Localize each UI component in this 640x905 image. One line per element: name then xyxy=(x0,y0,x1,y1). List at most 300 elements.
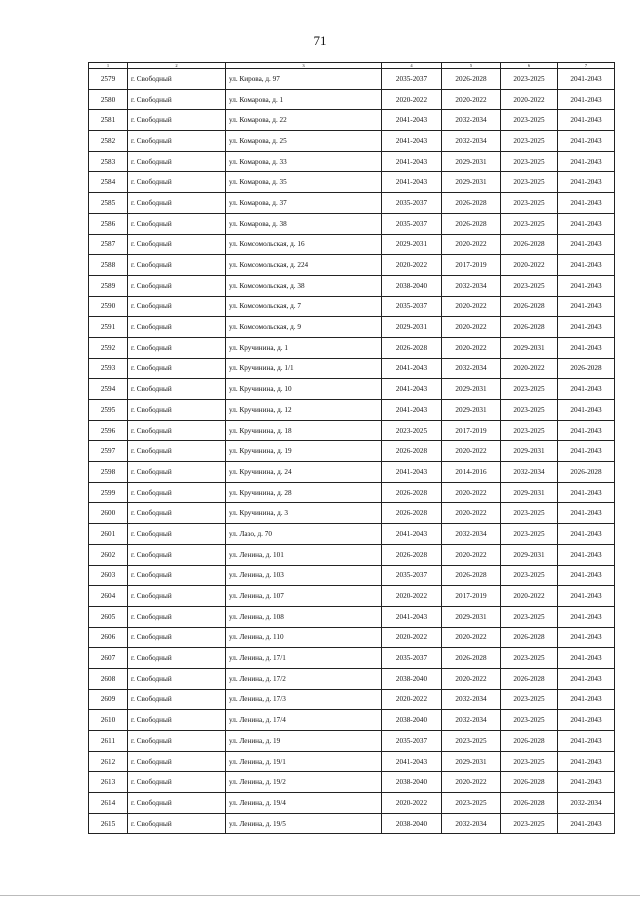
address-cell: ул. Комарова, д. 22 xyxy=(226,110,382,131)
table-row xyxy=(89,586,615,607)
period-cell: 2041-2043 xyxy=(558,337,615,358)
period-cell: 2041-2043 xyxy=(382,606,442,627)
period-cell: 2032-2034 xyxy=(442,131,501,152)
period-cell: 2026-2028 xyxy=(382,441,442,462)
period-cell: 2041-2043 xyxy=(382,400,442,421)
table-row xyxy=(89,89,615,110)
period-cell: 2023-2025 xyxy=(501,751,558,772)
period-cell: 2035-2037 xyxy=(382,193,442,214)
period-cell: 2020-2022 xyxy=(501,255,558,276)
period-cell: 2026-2028 xyxy=(501,234,558,255)
record-number: 2606 xyxy=(89,627,128,648)
address-cell: ул. Ленина, д. 19 xyxy=(226,731,382,752)
record-number: 2589 xyxy=(89,275,128,296)
record-number: 2586 xyxy=(89,213,128,234)
address-cell: ул. Кирова, д. 97 xyxy=(226,69,382,90)
period-cell: 2029-2031 xyxy=(442,751,501,772)
period-cell: 2020-2022 xyxy=(442,296,501,317)
column-number: 3 xyxy=(226,63,382,69)
period-cell: 2026-2028 xyxy=(442,213,501,234)
record-number: 2613 xyxy=(89,772,128,793)
period-cell: 2020-2022 xyxy=(442,234,501,255)
period-cell: 2023-2025 xyxy=(501,131,558,152)
period-cell: 2017-2019 xyxy=(442,420,501,441)
period-cell: 2023-2025 xyxy=(501,606,558,627)
period-cell: 2020-2022 xyxy=(442,772,501,793)
period-cell: 2041-2043 xyxy=(558,275,615,296)
table-row xyxy=(89,317,615,338)
period-cell: 2029-2031 xyxy=(382,234,442,255)
address-cell: ул. Кручинина, д. 18 xyxy=(226,420,382,441)
record-number: 2594 xyxy=(89,379,128,400)
record-number: 2604 xyxy=(89,586,128,607)
period-cell: 2023-2025 xyxy=(501,193,558,214)
period-cell: 2026-2028 xyxy=(442,193,501,214)
record-number: 2585 xyxy=(89,193,128,214)
period-cell: 2038-2040 xyxy=(382,813,442,834)
period-cell: 2020-2022 xyxy=(382,255,442,276)
record-number: 2607 xyxy=(89,648,128,669)
period-cell: 2041-2043 xyxy=(558,441,615,462)
table-row xyxy=(89,110,615,131)
period-cell: 2029-2031 xyxy=(442,400,501,421)
table-row xyxy=(89,337,615,358)
period-cell: 2023-2025 xyxy=(501,151,558,172)
period-cell: 2020-2022 xyxy=(382,627,442,648)
city-cell: г. Свободный xyxy=(128,193,226,214)
period-cell: 2029-2031 xyxy=(442,151,501,172)
table-row xyxy=(89,689,615,710)
period-cell: 2020-2022 xyxy=(501,89,558,110)
record-number: 2591 xyxy=(89,317,128,338)
city-cell: г. Свободный xyxy=(128,172,226,193)
address-cell: ул. Ленина, д. 19/1 xyxy=(226,751,382,772)
period-cell: 2038-2040 xyxy=(382,710,442,731)
period-cell: 2041-2043 xyxy=(558,151,615,172)
period-cell: 2041-2043 xyxy=(558,648,615,669)
period-cell: 2026-2028 xyxy=(442,69,501,90)
city-cell: г. Свободный xyxy=(128,731,226,752)
city-cell: г. Свободный xyxy=(128,337,226,358)
period-cell: 2023-2025 xyxy=(501,172,558,193)
address-cell: ул. Кручинина, д. 1 xyxy=(226,337,382,358)
period-cell: 2041-2043 xyxy=(558,668,615,689)
table-row xyxy=(89,710,615,731)
table-row xyxy=(89,606,615,627)
period-cell: 2029-2031 xyxy=(382,317,442,338)
period-cell: 2020-2022 xyxy=(442,337,501,358)
table-row xyxy=(89,503,615,524)
address-cell: ул. Ленина, д. 17/4 xyxy=(226,710,382,731)
address-cell: ул. Ленина, д. 103 xyxy=(226,565,382,586)
period-cell: 2041-2043 xyxy=(558,89,615,110)
period-cell: 2023-2025 xyxy=(382,420,442,441)
record-number: 2611 xyxy=(89,731,128,752)
period-cell: 2023-2025 xyxy=(501,710,558,731)
table-row xyxy=(89,213,615,234)
period-cell: 2020-2022 xyxy=(442,89,501,110)
record-number: 2588 xyxy=(89,255,128,276)
period-cell: 2041-2043 xyxy=(558,400,615,421)
period-cell: 2026-2028 xyxy=(382,503,442,524)
address-cell: ул. Комсомольская, д. 9 xyxy=(226,317,382,338)
page-bottom-rule xyxy=(0,895,640,896)
period-cell: 2023-2025 xyxy=(501,503,558,524)
address-cell: ул. Ленина, д. 17/1 xyxy=(226,648,382,669)
period-cell: 2020-2022 xyxy=(442,317,501,338)
city-cell: г. Свободный xyxy=(128,482,226,503)
table-row xyxy=(89,524,615,545)
period-cell: 2041-2043 xyxy=(558,172,615,193)
address-cell: ул. Лазо, д. 70 xyxy=(226,524,382,545)
table-row xyxy=(89,151,615,172)
period-cell: 2026-2028 xyxy=(382,337,442,358)
record-number: 2582 xyxy=(89,131,128,152)
record-number: 2598 xyxy=(89,462,128,483)
column-number: 5 xyxy=(442,63,501,69)
period-cell: 2026-2028 xyxy=(501,793,558,814)
column-number: 7 xyxy=(558,63,615,69)
period-cell: 2026-2028 xyxy=(558,462,615,483)
city-cell: г. Свободный xyxy=(128,420,226,441)
period-cell: 2041-2043 xyxy=(382,172,442,193)
period-cell: 2026-2028 xyxy=(501,731,558,752)
period-cell: 2041-2043 xyxy=(558,544,615,565)
city-cell: г. Свободный xyxy=(128,606,226,627)
period-cell: 2023-2025 xyxy=(501,648,558,669)
address-cell: ул. Ленина, д. 17/3 xyxy=(226,689,382,710)
period-cell: 2035-2037 xyxy=(382,69,442,90)
city-cell: г. Свободный xyxy=(128,586,226,607)
table-row xyxy=(89,172,615,193)
record-number: 2581 xyxy=(89,110,128,131)
period-cell: 2041-2043 xyxy=(558,213,615,234)
period-cell: 2020-2022 xyxy=(442,627,501,648)
city-cell: г. Свободный xyxy=(128,813,226,834)
city-cell: г. Свободный xyxy=(128,793,226,814)
period-cell: 2041-2043 xyxy=(558,482,615,503)
period-cell: 2032-2034 xyxy=(442,358,501,379)
period-cell: 2020-2022 xyxy=(501,358,558,379)
period-cell: 2023-2025 xyxy=(501,565,558,586)
period-cell: 2023-2025 xyxy=(501,689,558,710)
table-row xyxy=(89,793,615,814)
address-cell: ул. Ленина, д. 17/2 xyxy=(226,668,382,689)
column-number: 2 xyxy=(128,63,226,69)
record-number: 2609 xyxy=(89,689,128,710)
period-cell: 2023-2025 xyxy=(442,731,501,752)
address-cell: ул. Ленина, д. 19/2 xyxy=(226,772,382,793)
period-cell: 2041-2043 xyxy=(558,420,615,441)
period-cell: 2026-2028 xyxy=(442,565,501,586)
period-cell: 2041-2043 xyxy=(558,689,615,710)
period-cell: 2020-2022 xyxy=(442,441,501,462)
table-row xyxy=(89,296,615,317)
period-cell: 2035-2037 xyxy=(382,213,442,234)
table-row xyxy=(89,441,615,462)
period-cell: 2041-2043 xyxy=(558,317,615,338)
table-row xyxy=(89,565,615,586)
address-cell: ул. Комарова, д. 37 xyxy=(226,193,382,214)
city-cell: г. Свободный xyxy=(128,668,226,689)
table-row xyxy=(89,668,615,689)
period-cell: 2032-2034 xyxy=(501,462,558,483)
table-row xyxy=(89,731,615,752)
period-cell: 2041-2043 xyxy=(558,627,615,648)
period-cell: 2029-2031 xyxy=(501,337,558,358)
period-cell: 2020-2022 xyxy=(442,668,501,689)
address-cell: ул. Комарова, д. 1 xyxy=(226,89,382,110)
period-cell: 2041-2043 xyxy=(382,358,442,379)
period-cell: 2035-2037 xyxy=(382,731,442,752)
period-cell: 2020-2022 xyxy=(442,503,501,524)
period-cell: 2041-2043 xyxy=(558,731,615,752)
column-number: 6 xyxy=(501,63,558,69)
record-number: 2596 xyxy=(89,420,128,441)
table-row xyxy=(89,193,615,214)
period-cell: 2026-2028 xyxy=(501,772,558,793)
address-cell: ул. Комсомольская, д. 7 xyxy=(226,296,382,317)
period-cell: 2026-2028 xyxy=(382,544,442,565)
period-cell: 2029-2031 xyxy=(442,379,501,400)
city-cell: г. Свободный xyxy=(128,648,226,669)
period-cell: 2041-2043 xyxy=(558,751,615,772)
column-number: 4 xyxy=(382,63,442,69)
period-cell: 2026-2028 xyxy=(558,358,615,379)
period-cell: 2041-2043 xyxy=(558,710,615,731)
period-cell: 2026-2028 xyxy=(442,648,501,669)
city-cell: г. Свободный xyxy=(128,358,226,379)
address-cell: ул. Комарова, д. 33 xyxy=(226,151,382,172)
page-number: 71 xyxy=(313,33,327,48)
table-row xyxy=(89,358,615,379)
record-number: 2580 xyxy=(89,89,128,110)
period-cell: 2041-2043 xyxy=(558,110,615,131)
city-cell: г. Свободный xyxy=(128,689,226,710)
period-cell: 2041-2043 xyxy=(558,524,615,545)
record-number: 2603 xyxy=(89,565,128,586)
address-cell: ул. Кручинина, д. 1/1 xyxy=(226,358,382,379)
period-cell: 2023-2025 xyxy=(501,69,558,90)
city-cell: г. Свободный xyxy=(128,69,226,90)
record-number: 2602 xyxy=(89,544,128,565)
table-row xyxy=(89,813,615,834)
address-cell: ул. Кручинина, д. 12 xyxy=(226,400,382,421)
period-cell: 2041-2043 xyxy=(558,296,615,317)
record-number: 2605 xyxy=(89,606,128,627)
address-cell: ул. Комарова, д. 35 xyxy=(226,172,382,193)
period-cell: 2023-2025 xyxy=(501,813,558,834)
period-cell: 2041-2043 xyxy=(558,379,615,400)
table-row xyxy=(89,751,615,772)
period-cell: 2041-2043 xyxy=(558,586,615,607)
period-cell: 2032-2034 xyxy=(558,793,615,814)
period-cell: 2023-2025 xyxy=(501,420,558,441)
period-cell: 2041-2043 xyxy=(558,234,615,255)
period-cell: 2026-2028 xyxy=(382,482,442,503)
city-cell: г. Свободный xyxy=(128,110,226,131)
address-cell: ул. Комарова, д. 25 xyxy=(226,131,382,152)
period-cell: 2023-2025 xyxy=(501,379,558,400)
record-number: 2593 xyxy=(89,358,128,379)
period-cell: 2041-2043 xyxy=(558,813,615,834)
period-cell: 2038-2040 xyxy=(382,275,442,296)
period-cell: 2041-2043 xyxy=(382,751,442,772)
table-row xyxy=(89,772,615,793)
address-cell: ул. Ленина, д. 107 xyxy=(226,586,382,607)
record-number: 2583 xyxy=(89,151,128,172)
record-number: 2612 xyxy=(89,751,128,772)
period-cell: 2041-2043 xyxy=(558,565,615,586)
period-cell: 2041-2043 xyxy=(382,524,442,545)
city-cell: г. Свободный xyxy=(128,400,226,421)
address-cell: ул. Ленина, д. 101 xyxy=(226,544,382,565)
period-cell: 2029-2031 xyxy=(501,544,558,565)
address-cell: ул. Ленина, д. 19/5 xyxy=(226,813,382,834)
table-row xyxy=(89,131,615,152)
period-cell: 2029-2031 xyxy=(442,606,501,627)
record-number: 2584 xyxy=(89,172,128,193)
table-row xyxy=(89,379,615,400)
city-cell: г. Свободный xyxy=(128,441,226,462)
period-cell: 2026-2028 xyxy=(501,296,558,317)
city-cell: г. Свободный xyxy=(128,317,226,338)
record-number: 2599 xyxy=(89,482,128,503)
city-cell: г. Свободный xyxy=(128,772,226,793)
period-cell: 2041-2043 xyxy=(558,131,615,152)
city-cell: г. Свободный xyxy=(128,379,226,400)
address-cell: ул. Комарова, д. 38 xyxy=(226,213,382,234)
period-cell: 2023-2025 xyxy=(501,213,558,234)
city-cell: г. Свободный xyxy=(128,627,226,648)
record-number: 2614 xyxy=(89,793,128,814)
city-cell: г. Свободный xyxy=(128,234,226,255)
period-cell: 2023-2025 xyxy=(442,793,501,814)
table-row xyxy=(89,544,615,565)
period-cell: 2041-2043 xyxy=(558,606,615,627)
period-cell: 2038-2040 xyxy=(382,772,442,793)
period-cell: 2041-2043 xyxy=(382,110,442,131)
period-cell: 2032-2034 xyxy=(442,710,501,731)
city-cell: г. Свободный xyxy=(128,751,226,772)
address-cell: ул. Комсомольская, д. 224 xyxy=(226,255,382,276)
period-cell: 2023-2025 xyxy=(501,275,558,296)
address-cell: ул. Комсомольская, д. 38 xyxy=(226,275,382,296)
period-cell: 2020-2022 xyxy=(382,689,442,710)
period-cell: 2026-2028 xyxy=(501,317,558,338)
table-row xyxy=(89,627,615,648)
address-cell: ул. Кручинина, д. 19 xyxy=(226,441,382,462)
city-cell: г. Свободный xyxy=(128,524,226,545)
period-cell: 2023-2025 xyxy=(501,110,558,131)
period-cell: 2029-2031 xyxy=(501,441,558,462)
record-number: 2592 xyxy=(89,337,128,358)
city-cell: г. Свободный xyxy=(128,275,226,296)
period-cell: 2020-2022 xyxy=(382,586,442,607)
period-cell: 2041-2043 xyxy=(558,503,615,524)
address-cell: ул. Ленина, д. 19/4 xyxy=(226,793,382,814)
table-row xyxy=(89,462,615,483)
housing-schedule-table xyxy=(88,62,615,834)
record-number: 2587 xyxy=(89,234,128,255)
record-number: 2615 xyxy=(89,813,128,834)
period-cell: 2020-2022 xyxy=(442,544,501,565)
period-cell: 2035-2037 xyxy=(382,648,442,669)
period-cell: 2029-2031 xyxy=(442,172,501,193)
period-cell: 2041-2043 xyxy=(558,772,615,793)
period-cell: 2032-2034 xyxy=(442,275,501,296)
period-cell: 2032-2034 xyxy=(442,110,501,131)
period-cell: 2038-2040 xyxy=(382,668,442,689)
period-cell: 2026-2028 xyxy=(501,627,558,648)
city-cell: г. Свободный xyxy=(128,255,226,276)
record-number: 2597 xyxy=(89,441,128,462)
address-cell: ул. Кручинина, д. 3 xyxy=(226,503,382,524)
period-cell: 2017-2019 xyxy=(442,255,501,276)
period-cell: 2041-2043 xyxy=(558,69,615,90)
period-cell: 2032-2034 xyxy=(442,689,501,710)
record-number: 2610 xyxy=(89,710,128,731)
address-cell: ул. Ленина, д. 108 xyxy=(226,606,382,627)
city-cell: г. Свободный xyxy=(128,462,226,483)
city-cell: г. Свободный xyxy=(128,565,226,586)
table-row xyxy=(89,420,615,441)
period-cell: 2041-2043 xyxy=(382,462,442,483)
period-cell: 2017-2019 xyxy=(442,586,501,607)
period-cell: 2020-2022 xyxy=(442,482,501,503)
period-cell: 2035-2037 xyxy=(382,565,442,586)
period-cell: 2026-2028 xyxy=(501,668,558,689)
table-row xyxy=(89,69,615,90)
table-row xyxy=(89,255,615,276)
record-number: 2590 xyxy=(89,296,128,317)
period-cell: 2041-2043 xyxy=(558,255,615,276)
record-number: 2600 xyxy=(89,503,128,524)
column-number: 1 xyxy=(89,63,128,69)
table-row xyxy=(89,400,615,421)
period-cell: 2035-2037 xyxy=(382,296,442,317)
record-number: 2608 xyxy=(89,668,128,689)
record-number: 2579 xyxy=(89,69,128,90)
city-cell: г. Свободный xyxy=(128,213,226,234)
city-cell: г. Свободный xyxy=(128,89,226,110)
city-cell: г. Свободный xyxy=(128,296,226,317)
period-cell: 2020-2022 xyxy=(501,586,558,607)
table-row xyxy=(89,234,615,255)
period-cell: 2020-2022 xyxy=(382,793,442,814)
city-cell: г. Свободный xyxy=(128,503,226,524)
period-cell: 2041-2043 xyxy=(382,379,442,400)
table-row xyxy=(89,648,615,669)
period-cell: 2041-2043 xyxy=(558,193,615,214)
table-row xyxy=(89,482,615,503)
period-cell: 2023-2025 xyxy=(501,400,558,421)
address-cell: ул. Кручинина, д. 10 xyxy=(226,379,382,400)
address-cell: ул. Кручинина, д. 28 xyxy=(226,482,382,503)
period-cell: 2020-2022 xyxy=(382,89,442,110)
address-cell: ул. Кручинина, д. 24 xyxy=(226,462,382,483)
period-cell: 2032-2034 xyxy=(442,524,501,545)
table-row xyxy=(89,275,615,296)
city-cell: г. Свободный xyxy=(128,544,226,565)
period-cell: 2041-2043 xyxy=(382,151,442,172)
period-cell: 2014-2016 xyxy=(442,462,501,483)
period-cell: 2023-2025 xyxy=(501,524,558,545)
record-number: 2595 xyxy=(89,400,128,421)
record-number: 2601 xyxy=(89,524,128,545)
address-cell: ул. Комсомольская, д. 16 xyxy=(226,234,382,255)
city-cell: г. Свободный xyxy=(128,131,226,152)
